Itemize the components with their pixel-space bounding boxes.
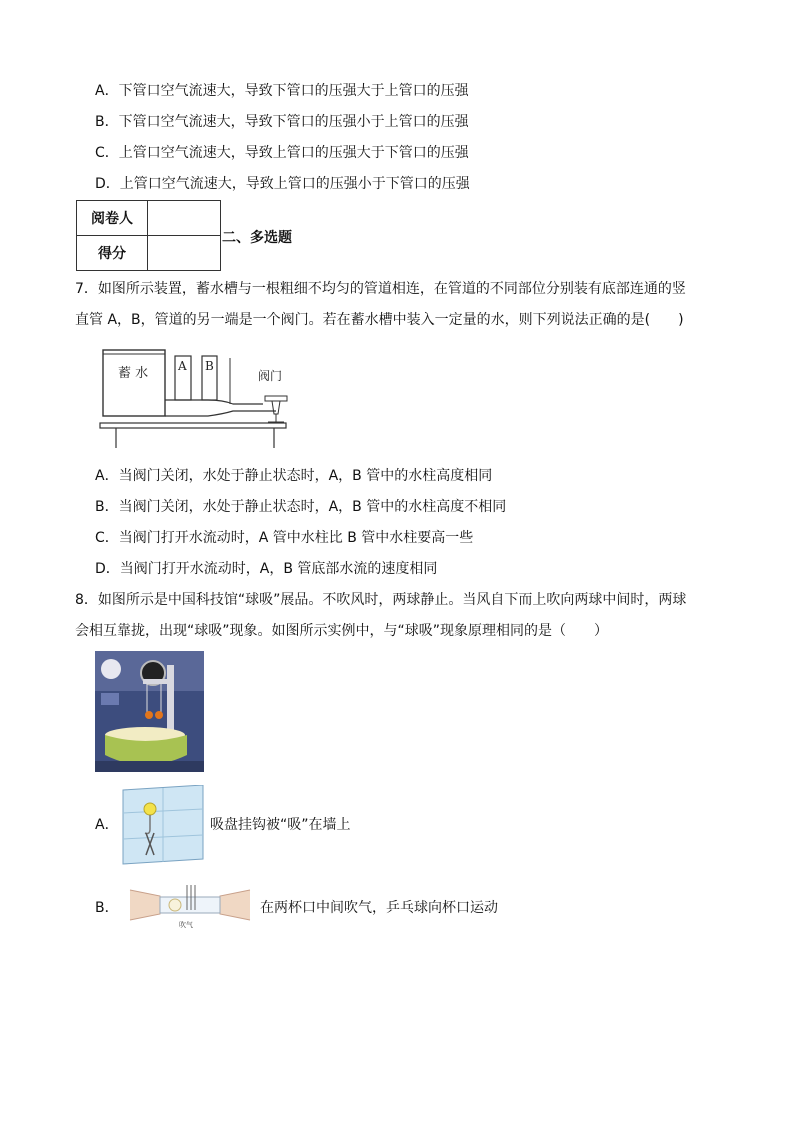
pipe (165, 400, 276, 416)
ball-suction-exhibit-photo (95, 651, 204, 772)
section-title: 二、多选题 (222, 230, 292, 246)
reviewer-label: 阅卷人 (77, 201, 148, 236)
q8-stem-line1: 8．如图所示是中国科技馆“球吸”展品。不吹风时，两球静止。当风自下而上吹向两球中间时，两球 (75, 592, 687, 608)
blow-caption: 吹气 (179, 921, 193, 929)
q6-option-d: D．上管口空气流速大，导致上管口的压强小于下管口的压强 (95, 176, 470, 192)
valve-label: 阀门 (258, 369, 283, 383)
tank-label: 蓄 水 (118, 366, 149, 381)
water-tank (103, 350, 165, 416)
tube-b-label: B (205, 359, 214, 373)
reviewer-cell (148, 201, 221, 236)
score-label: 得分 (77, 236, 148, 271)
q7-option-d: D．当阀门打开水流动时，A，B 管底部水流的速度相同 (95, 561, 438, 577)
q7-figure (98, 344, 294, 450)
table-top (100, 423, 286, 428)
q7-stem-line1: 7．如图所示装置，蓄水槽与一根粗细不均匀的管道相连，在管道的不同部位分别装有底部连通的竖 (75, 281, 686, 297)
q7-stem-line2: 直管 A，B，管道的另一端是一个阀门。若在蓄水槽中装入一定量的水，则下列说法正确的是( ) (75, 312, 684, 328)
tube-a-label: A (178, 359, 187, 373)
suction-hook-figure (120, 785, 206, 865)
q8-option-b-text: 在两杯口中间吹气，乒乓球向杯口运动 (260, 900, 498, 916)
q8-option-a-letter: A． (95, 817, 119, 833)
score-table (76, 200, 221, 271)
q7-option-c: C．当阀门打开水流动时，A 管中水柱比 B 管中水柱要高一些 (95, 530, 474, 546)
cups-blowing-figure (125, 880, 255, 930)
q6-option-a: A．下管口空气流速大，导致下管口的压强大于上管口的压强 (95, 83, 469, 99)
score-cell (148, 236, 221, 271)
q7-option-b: B．当阀门关闭，水处于静止状态时，A，B 管中的水柱高度不相同 (95, 499, 507, 515)
q6-option-b: B．下管口空气流速大，导致下管口的压强小于上管口的压强 (95, 114, 469, 130)
q8-stem-line2: 会相互靠拢，出现“球吸”现象。如图所示实例中，与“球吸”现象原理相同的是（ ） (75, 623, 609, 639)
q8-option-a-text: 吸盘挂钩被“吸”在墙上 (210, 817, 351, 833)
q6-option-c: C．上管口空气流速大，导致上管口的压强大于下管口的压强 (95, 145, 469, 161)
q8-option-b-letter: B． (95, 900, 119, 916)
q7-option-a: A．当阀门关闭，水处于静止状态时，A，B 管中的水柱高度相同 (95, 468, 493, 484)
valve-icon (265, 396, 287, 422)
